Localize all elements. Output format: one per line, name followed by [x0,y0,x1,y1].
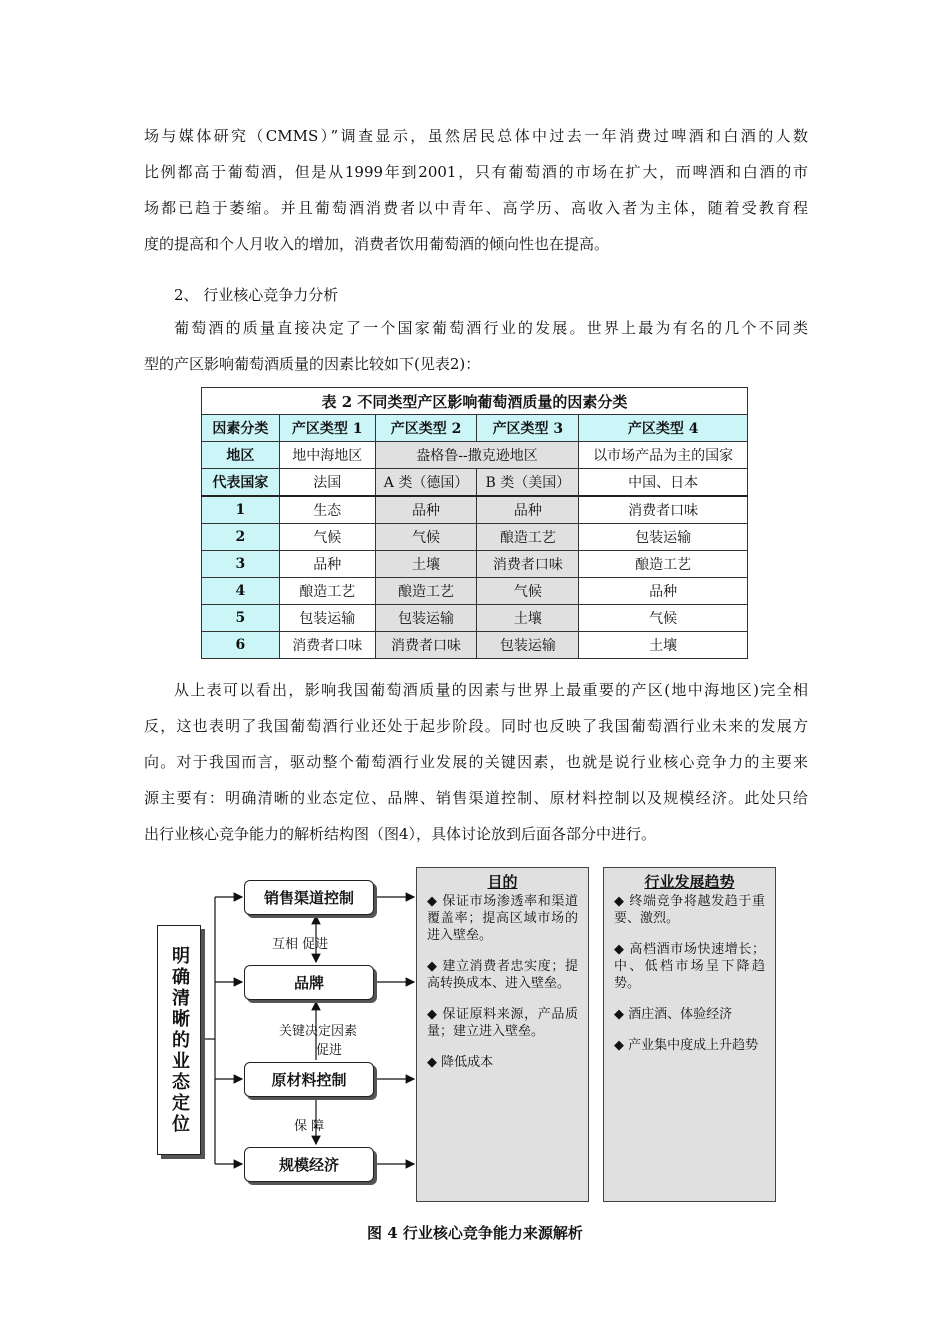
trend-item: ◆ 酒庄酒、体验经济 [614,1007,733,1022]
table-cell: 酿造工艺 [579,551,748,578]
node-scale-economy: 规模经济 [244,1147,374,1182]
table-cell: 包装运输 [579,524,748,551]
table-header: 因素分类 [202,415,280,442]
table-caption: 表 2 不同类型产区影响葡萄酒质量的因素分类 [202,388,748,415]
table-cell: 酿造工艺 [375,578,477,605]
table-cell: 中国、日本 [579,469,748,497]
purpose-item: ◆ 保证市场渗透率和渠道覆盖率；提高区域市场的进入壁垒。 [427,894,578,943]
trend-item: ◆ 高档酒市场快速增长；中、低档市场呈下降趋势。 [614,942,765,991]
label-guarantee: 保 障 [294,1119,325,1134]
row-rank: 1 [202,496,280,524]
row-label: 地区 [202,442,280,469]
table-cell: 土壤 [579,632,748,659]
table-cell: 法国 [279,469,375,497]
purpose-item: ◆ 保证原料来源，产品质量；建立进入壁垒。 [427,1007,578,1039]
table-cell: A 类（德国） [375,469,477,497]
trend-panel [603,867,776,1202]
table-cell: 以市场产品为主的国家 [579,442,748,469]
text-line: 反，这也表明了我国葡萄酒行业还处于起步阶段。同时也反映了我国葡萄酒行业未来的发展方 [144,717,808,735]
table-header: 产区类型 4 [579,415,748,442]
table-cell: 包装运输 [477,632,579,659]
table-cell: 包装运输 [279,605,375,632]
table-cell: 气候 [279,524,375,551]
text-line: 场与媒体研究（CMMS）”调查显示，虽然居民总体中过去一年消费过啤酒和白酒的人数 [144,127,808,145]
table-header: 产区类型 1 [279,415,375,442]
row-rank: 3 [202,551,280,578]
text-line: 型的产区影响葡萄酒质量的因素比较如下(见表2)： [144,355,481,373]
table-cell: 品种 [477,496,579,524]
table-cell: 消费者口味 [375,632,477,659]
table-cell: 消费者口味 [279,632,375,659]
trend-item: ◆ 产业集中度成上升趋势 [614,1038,759,1053]
table-cell: 生态 [279,496,375,524]
trend-item: ◆ 终端竞争将越发趋于重要、激烈。 [614,894,765,926]
table-cell: 土壤 [477,605,579,632]
text-line: 源主要有：明确清晰的业态定位、品牌、销售渠道控制、原材料控制以及规模经济。此处只给 [144,789,808,807]
text-line: 向。对于我国而言，驱动整个葡萄酒行业发展的关键因素，也就是说行业核心竞争力的主要来 [144,753,808,771]
trend-title: 行业发展趋势 [644,873,735,891]
label-promote: 促进 [316,1043,343,1058]
table-cell: 酿造工艺 [279,578,375,605]
table-header: 产区类型 3 [477,415,579,442]
table-cell: 包装运输 [375,605,477,632]
row-rank: 6 [202,632,280,659]
text-line: 比例都高于葡萄酒，但是从1999年到2001，只有葡萄酒的市场在扩大，而啤酒和白酒的市 [144,163,808,181]
text-line: 出行业核心竞争能力的解析结构图（图4），具体讨论放到后面各部分中进行。 [144,825,657,843]
text-line: 场都已趋于萎缩。并且葡萄酒消费者以中青年、高学历、高收入者为主体，随着受教育程 [144,199,808,217]
purpose-title: 目的 [487,873,518,891]
table-cell: B 类（美国） [477,469,579,497]
label-key-factor: 关键决定因素 [279,1024,358,1039]
text-line: 度的提高和个人月收入的增加，消费者饮用葡萄酒的倾向性也在提高。 [144,235,610,253]
table-cell: 消费者口味 [579,496,748,524]
text-line: 葡萄酒的质量直接决定了一个国家葡萄酒行业的发展。世界上最为有名的几个不同类 [174,319,808,337]
table-cell: 盎格鲁--撒克逊地区 [375,442,579,469]
node-sales-channel: 销售渠道控制 [244,880,374,915]
purpose-item: ◆ 降低成本 [427,1055,494,1070]
table-header: 产区类型 2 [375,415,477,442]
table-cell: 地中海地区 [279,442,375,469]
table-cell: 土壤 [375,551,477,578]
positioning-box [157,925,201,1155]
positioning-label: 明确清晰的业态定位 [169,945,190,1135]
table-cell: 品种 [279,551,375,578]
purpose-panel [416,867,589,1202]
row-label: 代表国家 [202,469,280,497]
table-cell: 消费者口味 [477,551,579,578]
node-raw-material: 原材料控制 [244,1062,374,1097]
table-cell: 品种 [579,578,748,605]
table-cell: 品种 [375,496,477,524]
label-mutual-promotion: 互相 促进 [272,937,329,952]
table-cell: 气候 [375,524,477,551]
row-rank: 5 [202,605,280,632]
section-heading: 2、 行业核心竞争力分析 [174,286,339,304]
table-cell: 酿造工艺 [477,524,579,551]
table-cell: 气候 [477,578,579,605]
purpose-item: ◆ 建立消费者忠实度；提高转换成本、进入壁垒。 [427,959,578,991]
node-brand: 品牌 [244,965,374,1000]
figure-caption: 图 4 行业核心竞争能力来源解析 [367,1224,583,1242]
row-rank: 2 [202,524,280,551]
table-cell: 气候 [579,605,748,632]
text-line: 从上表可以看出，影响我国葡萄酒质量的因素与世界上最重要的产区(地中海地区)完全相 [174,681,808,699]
row-rank: 4 [202,578,280,605]
